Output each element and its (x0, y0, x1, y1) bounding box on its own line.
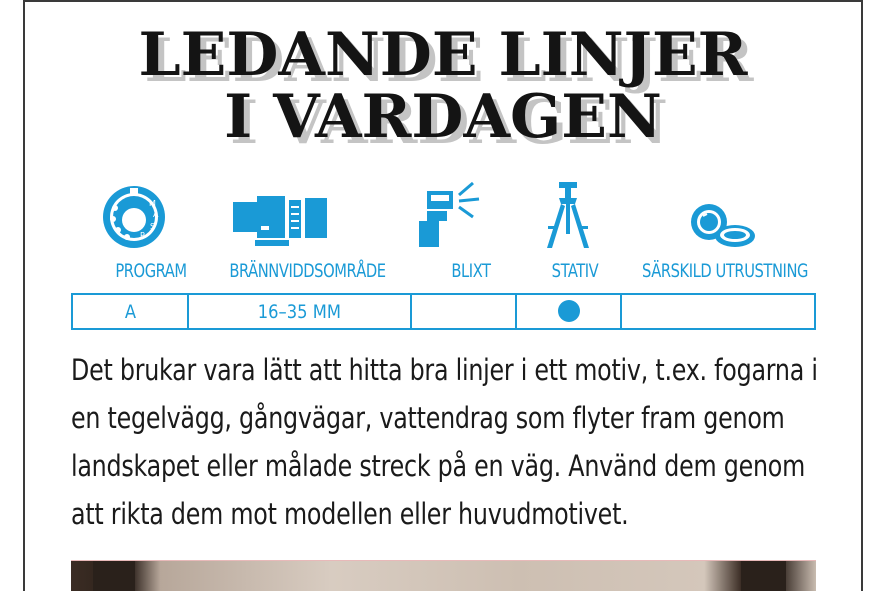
tripod-icon (545, 182, 591, 250)
body-paragraph: Det brukar vara lätt att hitta bra linjer i ett motiv, t.ex. fogarna i en tegelvägg, gångvägar, vattendrag som flyter fram genom landskapet eller målade streck på en väg. Använd dem genom att rikta dem mot modellen eller huvudmotivet. (71, 353, 818, 531)
cell-program (73, 295, 189, 328)
filter-icon (689, 202, 757, 250)
svg-text:S: S (150, 222, 156, 231)
title-line-1: LEDANDE LINJER (138, 20, 748, 90)
label-special-equipment: SÄRSKILD UTRUSTNING (642, 260, 808, 282)
lens-icon (233, 196, 328, 248)
mode-dial-icon (101, 184, 167, 250)
title-line-2: I VARDAGEN (224, 82, 662, 152)
flash-icon (417, 181, 493, 251)
svg-text:A: A (153, 210, 159, 219)
cell-flash (412, 295, 517, 328)
cell-focal-range (189, 295, 412, 328)
cell-special-equipment (622, 295, 814, 328)
svg-text:M: M (149, 199, 156, 208)
article-photo (71, 561, 816, 591)
tripod-indicator-dot (558, 300, 580, 322)
photo-post-right (741, 561, 786, 591)
focal-range-value: 16–35 MM (257, 300, 342, 323)
program-value: A (124, 300, 136, 323)
photo-post-left (93, 561, 135, 591)
label-program: PROGRAM (115, 260, 187, 282)
label-tripod: STATIV (551, 260, 599, 282)
label-focal-range: BRÄNNVIDDSOMRÅDE (229, 260, 386, 282)
article-title (0, 20, 886, 152)
label-flash: BLIXT (451, 260, 491, 282)
equipment-settings-table (71, 293, 816, 330)
page-frame-top (23, 0, 863, 2)
cell-tripod (517, 295, 622, 328)
svg-text:P: P (140, 231, 145, 240)
